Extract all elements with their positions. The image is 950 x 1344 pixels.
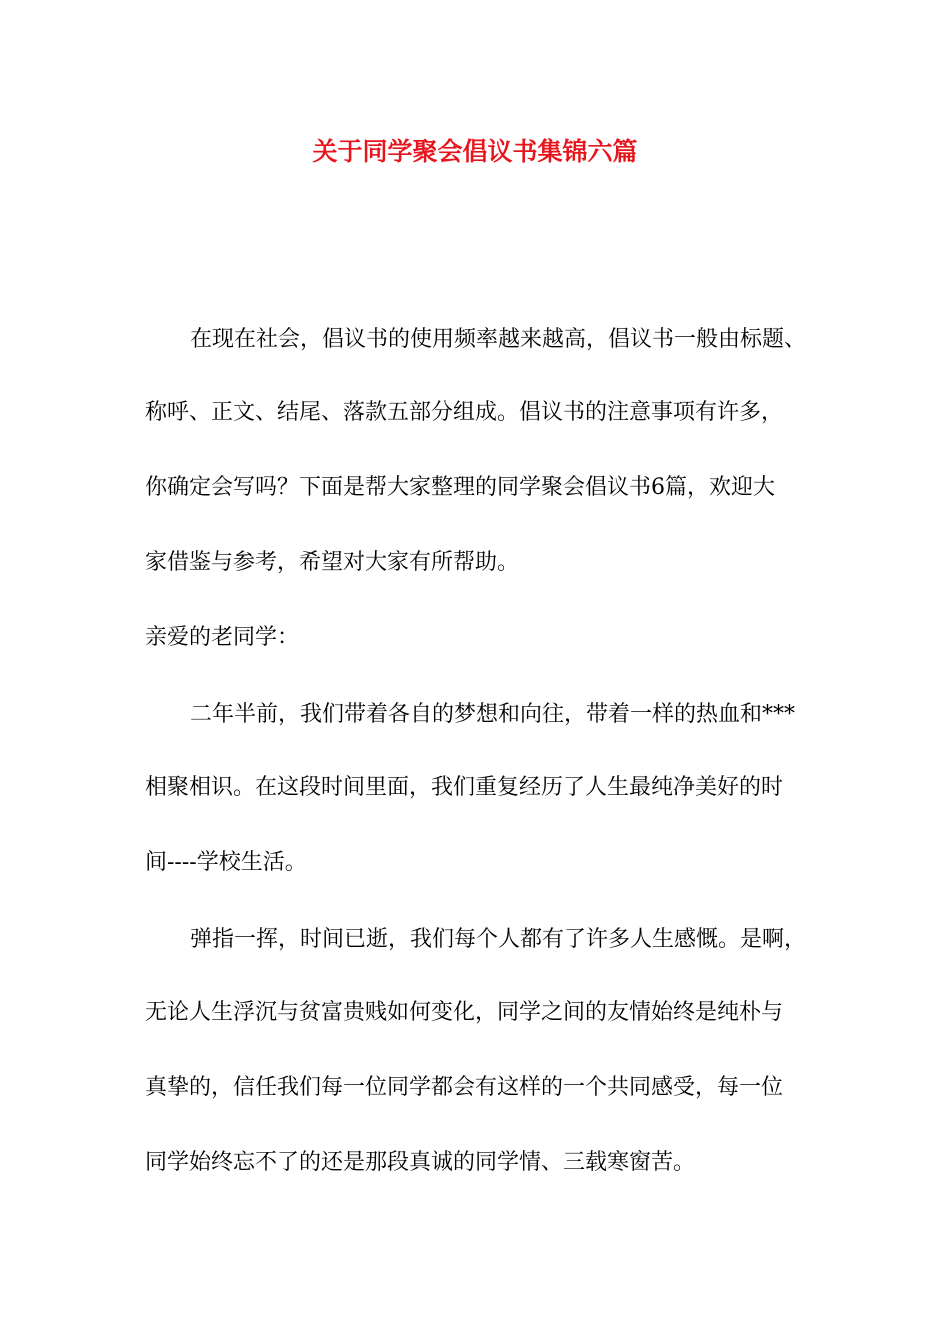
paragraph-line: 间----学校生活。 bbox=[145, 850, 307, 875]
paragraph-line: 你确定会写吗？下面是帮大家整理的同学聚会倡议书6篇，欢迎大 bbox=[145, 475, 775, 500]
paragraph-line: 在现在社会，倡议书的使用频率越来越高，倡议书一般由标题、 bbox=[190, 327, 807, 352]
document-title: 关于同学聚会倡议书集锦六篇 bbox=[312, 137, 638, 166]
paragraph-line: 真挚的，信任我们每一位同学都会有这样的一个共同感受，每一位 bbox=[145, 1075, 784, 1100]
paragraph-line: 无论人生浮沉与贫富贵贱如何变化，同学之间的友情始终是纯朴与 bbox=[145, 1000, 784, 1025]
paragraph-line: 称呼、正文、结尾、落款五部分组成。倡议书的注意事项有许多， bbox=[145, 400, 784, 425]
salutation-line: 亲爱的老同学： bbox=[145, 625, 300, 650]
paragraph-line: 相聚相识。在这段时间里面，我们重复经历了人生最纯净美好的时 bbox=[145, 775, 784, 800]
paragraph-line: 弹指一挥，时间已逝，我们每个人都有了许多人生感慨。是啊， bbox=[190, 927, 807, 952]
paragraph-line: 家借鉴与参考，希望对大家有所帮助。 bbox=[145, 550, 520, 575]
paragraph-line: 二年半前，我们带着各自的梦想和向往，带着一样的热血和*** bbox=[190, 702, 796, 727]
paragraph-line: 同学始终忘不了的还是那段真诚的同学情、三载寒窗苦。 bbox=[145, 1150, 696, 1175]
